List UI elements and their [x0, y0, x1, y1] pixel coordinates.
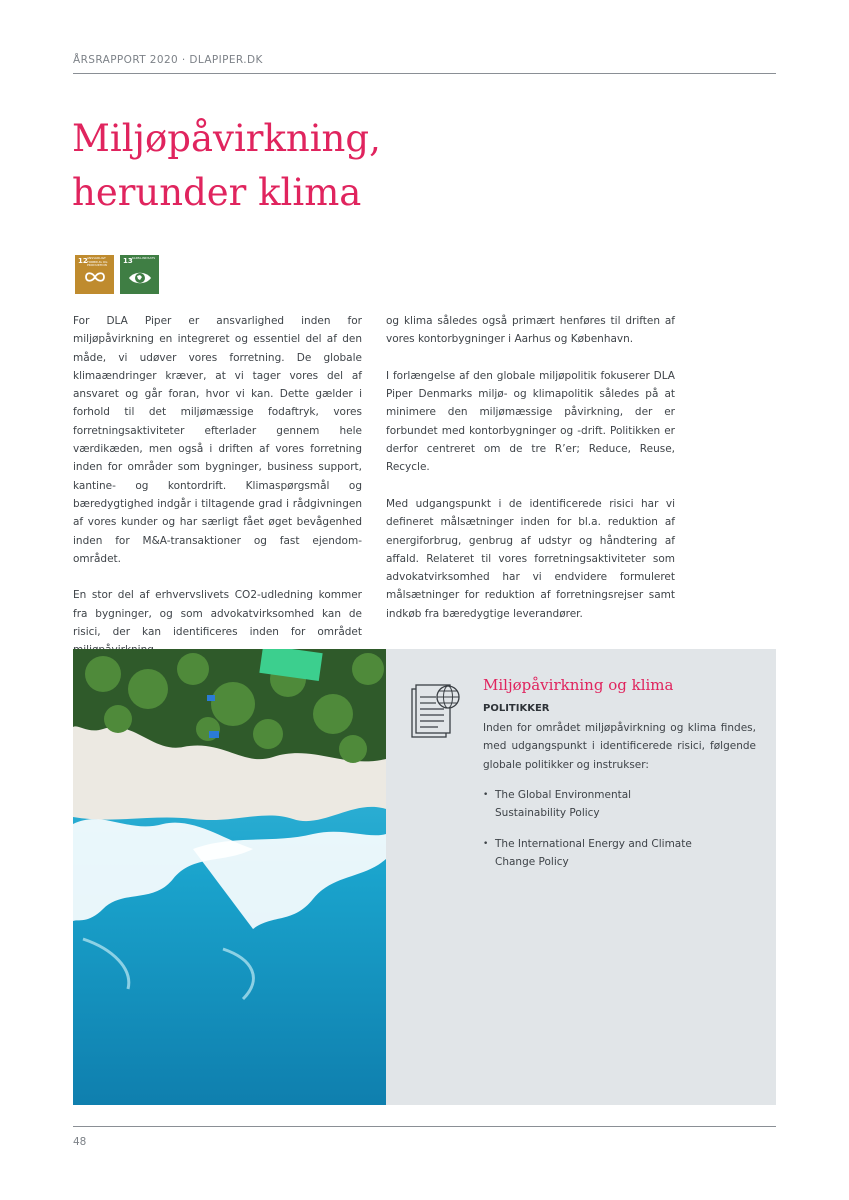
body-paragraph: og klima således også primært henføres til driften af vores kontorbygninger i Aarhus og København. [386, 315, 675, 346]
sdg-13-label: KLIMA-INDSATS [132, 256, 156, 260]
panel-subtitle: POLITIKKER [483, 703, 550, 714]
body-paragraph: Med udgangspunkt i de identificerede risici har vi defineret målsætninger inden for bl.a. reduktion af energiforbrug, genbrug af udstyr og håndtering af affald. Relateret til vores forretningsaktiviteter som advokatvirksomhed har vi endvidere formuleret målsætninger for reduktion af forretningsrejser samt indkøb fra bæredygtige leverandører. [386, 497, 675, 620]
panel-text: Inden for området miljøpåvirkning og klima findes, med udgangspunkt i identificerede risici, følgende globale politikker og instrukser: [483, 722, 756, 771]
body-column-left [73, 312, 362, 678]
sdg-13-number: 13 [123, 257, 133, 265]
panel-title: Miljøpåvirkning og klima [483, 676, 674, 694]
page-title [72, 112, 381, 220]
policy-list [483, 786, 703, 883]
list-item: • The Global Environmental Sustainability Policy [483, 786, 703, 823]
sdg-12-label: ANSVARLIGT FORBRUG OG PRODUKTION [87, 256, 108, 267]
eye-globe-icon [128, 270, 152, 286]
body-column-right [386, 312, 675, 641]
beach-aerial-photo [73, 649, 386, 1105]
sdg-13-badge [120, 255, 159, 294]
sdg-12-badge [75, 255, 114, 294]
footer-rule [73, 1126, 776, 1127]
list-item: • The International Energy and Climate Change Policy [483, 835, 703, 872]
page-title-line-2: herunder klima [72, 171, 362, 214]
running-header: ÅRSRAPPORT 2020 · DLAPIPER.DK [73, 54, 263, 66]
body-paragraph: For DLA Piper er ansvarlighed inden for miljøpåvirkning en integreret og essentiel del af den måde, vi udøver vores forretning. De globale klimaændringer kræver, at vi tager vores del af ansvaret og går foran, hvor vi kan. Dette gælder i forhold til det miljømæssige fodaftryk, vores forretningsaktiviteter efterlader gennem hele værdikæden, men også i driften af vores forretning inden for områder som bygninger, business support, kantine- og kontordrift. Klimaspørgsmål og bæredygtighed indgår i tiltagende grad i rådgivningen af vores kunder og har særligt fået øget bevågenhed inden for M&A-transaktioner og fast ejendom-området. [73, 315, 362, 565]
body-paragraph: En stor del af erhvervslivets CO2-udledning kommer fra bygninger, og som advokatvirksomhed kan de risici, der kan identificeres inden for området [73, 589, 362, 639]
body-paragraph: I forlængelse af den globale miljøpolitik fokuserer DLA Piper Denmarks miljø- og klimapolitik således på at minimere den miljømæssige påvirkning, der er forbundet med kontorbygninger og -drift. Politikken er derfor centreret om de tre R’er; Reduce, Reuse, Recycle. [386, 369, 675, 474]
infinity-icon [83, 270, 107, 284]
document-globe-icon [410, 683, 464, 741]
page-number: 48 [73, 1136, 87, 1148]
page-title-line-1: Miljøpåvirkning, [72, 117, 381, 160]
sdg-12-number: 12 [78, 257, 88, 265]
header-rule [73, 73, 776, 74]
